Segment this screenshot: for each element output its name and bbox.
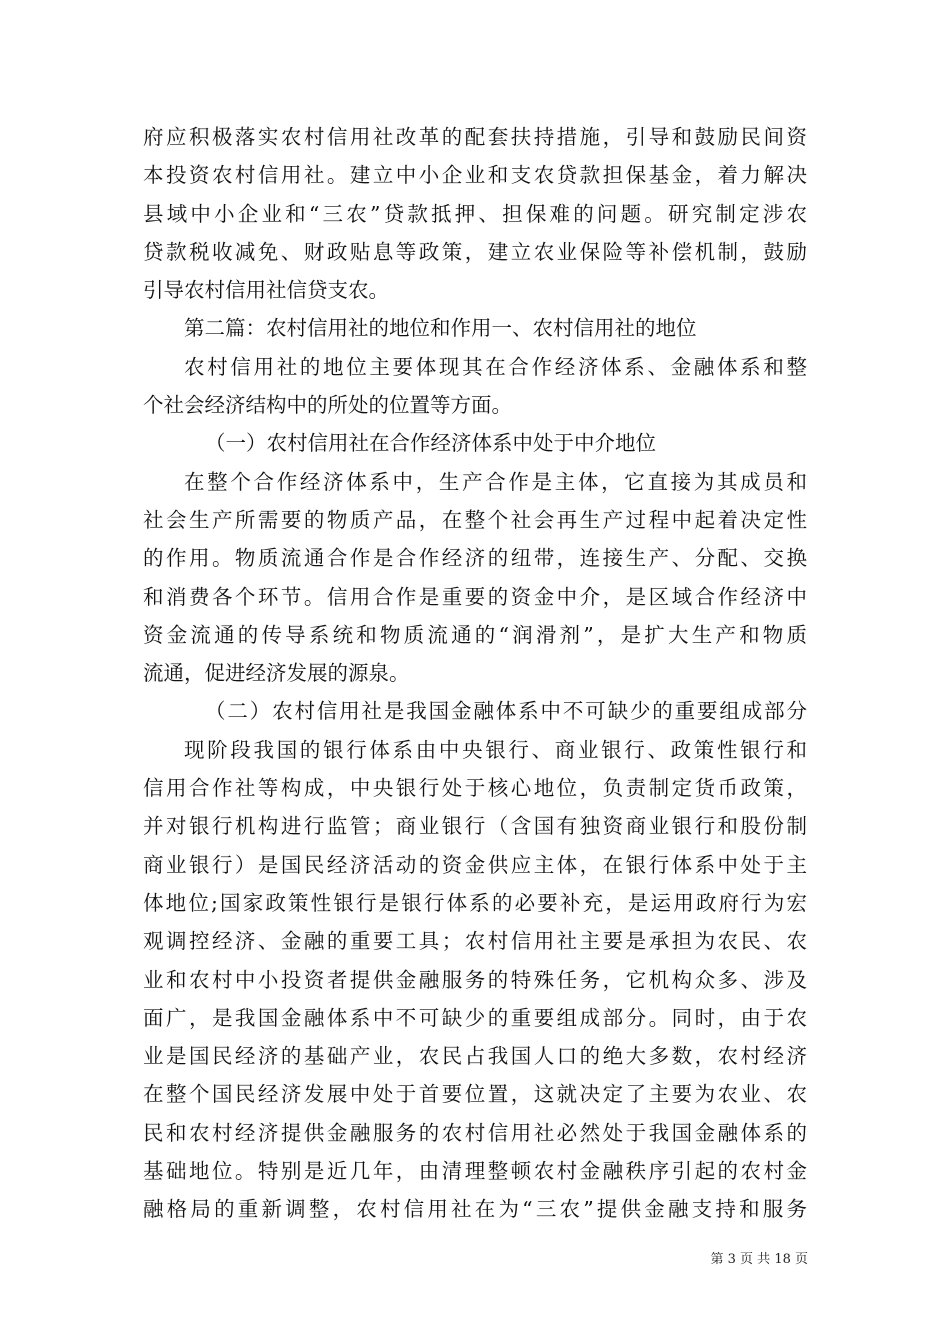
- text-line: 府应积极落实农村信用社改革的配套扶持措施，引导和鼓励民间资: [143, 125, 807, 149]
- text-line: 本投资农村信用社。建立中小企业和支农贷款担保基金，着力解决: [143, 163, 807, 188]
- text-line: 业是国民经济的基础产业，农民占我国人口的绝大多数，农村经济: [143, 1044, 807, 1069]
- text-line: 县域中小企业和“三农”贷款抵押、担保难的问题。研究制定涉农: [143, 201, 807, 226]
- chapter-heading: 第二篇：农村信用社的地位和作用一、农村信用社的地位: [184, 316, 697, 341]
- text-line: 引导农村信用社信贷支农。: [143, 278, 389, 303]
- text-line: 体地位;国家政策性银行是银行体系的必要补充，是运用政府行为宏: [143, 890, 807, 915]
- text-line: 贷款税收减免、财政贴息等政策，建立农业保险等补偿机制，鼓励: [143, 239, 807, 264]
- text-line: 在整个国民经济发展中处于首要位置，这就决定了主要为农业、农: [143, 1082, 807, 1107]
- page-number: 第 3 页 共 18 页: [710, 1252, 808, 1267]
- text-line: 在整个合作经济体系中，生产合作是主体，它直接为其成员和: [184, 469, 807, 494]
- text-line: 并对银行机构进行监管；商业银行（含国有独资商业银行和股份制: [143, 814, 807, 839]
- text-line: 融格局的重新调整，农村信用社在为“三农”提供金融支持和服务: [143, 1197, 807, 1222]
- text-line: 业和农村中小投资者提供金融服务的特殊任务，它机构众多、涉及: [143, 967, 807, 992]
- text-line: 现阶段我国的银行体系由中央银行、商业银行、政策性银行和: [184, 737, 807, 762]
- text-line: 个社会经济结构中的所处的位置等方面。: [143, 393, 512, 418]
- text-line: 基础地位。特别是近几年，由清理整顿农村金融秩序引起的农村金: [143, 1159, 807, 1184]
- text-line: 民和农村经济提供金融服务的农村信用社必然处于我国金融体系的: [143, 1120, 807, 1145]
- text-line: 面广，是我国金融体系中不可缺少的重要组成部分。同时，由于农: [143, 1005, 807, 1030]
- text-line: 资金流通的传导系统和物质流通的“润滑剂”，是扩大生产和物质: [143, 622, 807, 647]
- text-line: 观调控经济、金融的重要工具；农村信用社主要是承担为农民、农: [143, 929, 807, 954]
- section-heading: （一）农村信用社在合作经济体系中处于中介地位: [205, 431, 656, 456]
- text-line: 商业银行）是国民经济活动的资金供应主体，在银行体系中处于主: [143, 852, 807, 877]
- text-line: 和消费各个环节。信用合作是重要的资金中介，是区域合作经济中: [143, 584, 807, 609]
- text-line: 农村信用社的地位主要体现其在合作经济体系、金融体系和整: [184, 354, 807, 379]
- text-line: 社会生产所需要的物质产品，在整个社会再生产过程中起着决定性: [143, 507, 807, 532]
- text-line: 的作用。物质流通合作是合作经济的纽带，连接生产、分配、交换: [143, 546, 807, 571]
- text-line: 信用合作社等构成，中央银行处于核心地位，负责制定货币政策，: [143, 776, 807, 801]
- body-text: [143, 118, 807, 1229]
- text-line: 流通，促进经济发展的源泉。: [143, 661, 410, 686]
- section-heading: （二）农村信用社是我国金融体系中不可缺少的重要组成部分: [205, 699, 807, 724]
